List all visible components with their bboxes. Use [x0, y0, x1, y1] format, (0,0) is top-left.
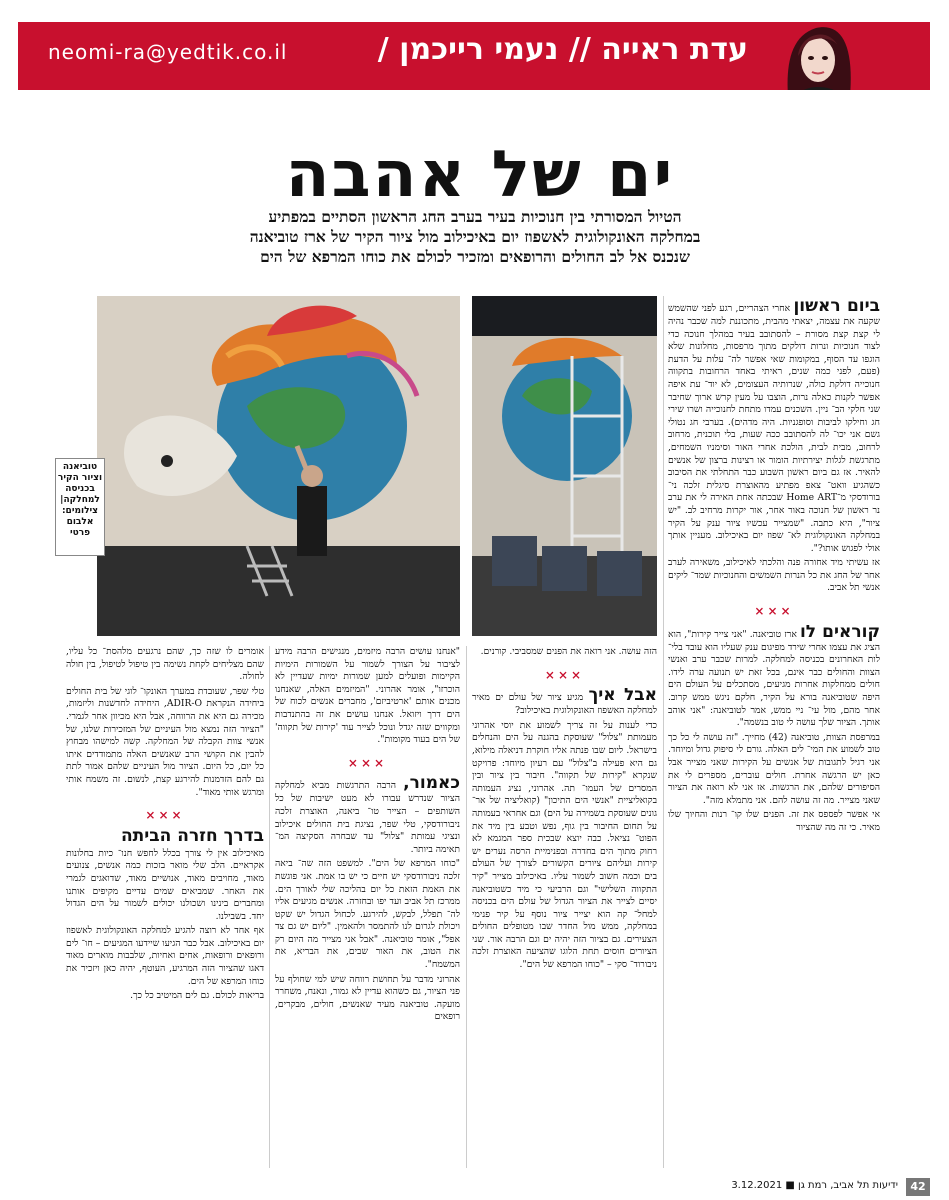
section-divider: ×××	[145, 808, 185, 823]
section-heading: קוראים לו	[799, 621, 880, 642]
paragraph: אף אחד לא רוצה להגיע למחלקה האונקולוגית לאשפוז יום באיכילוב. אבל כבר הגיעו שיידעו המגיעים – חו־ לים ורופאים ורופאות, אחים ואחיות, שלבבות מוארים מאוד דאגו שהציור הזה המרגיע, העוטף, יהיה כאן ויזכיר את כוחו המרפא של הים.	[66, 925, 264, 987]
section-divider: ×××	[347, 755, 388, 770]
paragraph	[275, 773, 460, 856]
paragraph-text: אחרי הצהריים, רגע לפני שהשמש שקעה את עצמה, יצאתי מהבית, מתכוננת למה שכבר נהיה לי קצת קצת מסורת – להסתובב בעיר במהלך חנוכה כדי לצוד חנוכיות ונרות דולקים מתוך מרפסות, מחלונות שלא הוגפו עד הסוף, במקומות שאי אפשר לה־ עלות על הדעת (פעם, לפני כמה שנים, ראיתי באחד הרחובות בתקווה חנוכייה דולקת כולה, שנרותיה העצומים, לא יוד־ עת איפה אפשר לקנות כאלה נרות, הוצבו על מעין קרש ארוך שחיבר שני חלקי הב־ ניין. השכנים עמדו מתחת לחנוכייה ושרו שירי חג וחילקו לביבות וסופגניות. היה מדהים). בערבי חג נטולי גשם אני יכו־ לה להסתובב ככה שעות, בלי תוכנית, מרחוב לרחוב, מבית לבית, הולכת אחרי האור וסימניו השמחים, מתרגשת לגלות יצירתיות הומור או רצינות ברצון של אנשים להאיר. אז גם ביום ראשון השבוע כבר התחלתי את הסיבוב כשהגיע וואט־ צאפ מפתיע מהאוצרת סיגלית זלכה ני־ בורודסקי מ־Home ART שבכתה אחת האירה לי את ערב נר ראשון של חנוכה באור אחר, אור יקרות מרחיב לב. "יש ציור", היא כתבה. "שמצייר עכשיו ציור ענק על הקיר במחלקה האונקולוגית לא־ שפוז יום באיכילוב. מעניין אותך אולי לפגוש אותו?".	[668, 303, 880, 554]
paragraph	[66, 826, 264, 846]
column-divider	[269, 646, 270, 1168]
paragraph: אז עשיתי מיד אחורה פנה והלכתי לאיכילוב, משאירה לערב אחר של החג את כל הנרות השמשים והחנוכיות שמד־ ליקים אנשי תל אביב.	[668, 557, 880, 594]
paragraph-text: ארז טוביאנה. "אני צייר קירות", הוא הציג את עצמו אחרי שירד מפיגום ענק שעליו הוא עובד בלי־ לות האחרונים בכניסה למחלקה. למרות שכבר ערב ואנשי הצוות והחולים כבר אינם, בכל זאת יש תנועה ערה לידו. חולים ממחלקות אחרות מגיעים, מסתכלים על העולם הים היפה שטוביאנה בורא על הקיר, חלקם ניגש ממש קרוב. אחר מהם, מול עי־ ניי ממש, אמר לטוביאנה: "אני אוהב אותך. הציור שלך עושה לי טוב בנשמה".	[668, 628, 880, 729]
section-divider: ×××	[754, 604, 794, 619]
paragraph: אהרוני מדבר על תחושת רווחה שיש למי שחולף על פני הציור, גם כשהוא עדיין לא גמור, ונאנח, משחרר מועקה. טוביאנה מעיד שאנשים, חולים, מבקרים, רופאים	[275, 973, 460, 1023]
article-column-1	[668, 296, 880, 1168]
paragraph-text: הרבה התרגשות מביא למחלקה הציור שנדרש עבורו לא מעט ישיבות של כל השותפים – הצייר טו־ ביאנה, האוצרת זלכה ניבורודסקי, טלי שפר, נציגת בית החולים איכילוב ונציגי עמותת "צלול" עד שבחרה הסקיצה המ־ תאימה ביותר.	[275, 780, 460, 855]
paragraph: כדי לענות על זה צריך לשמוע את יוסי אהרוני מעמותת "צלול" שעוסקת בהגנה על הים והנחלים בישראל. ליום שבו פנתה אליו חוקרת דניאלה מילוא, גם היא פעילה ב"צלול" עם רעיון מיוחד: פרויקט שנקרא "קירות של תקווה". חיבור בין ציור ובין המסרים של העמו־ תה. אהרוני, נציג העמותה בקואליציית "אנשי הים התיכון" (קואליציה של אר־ גונים שעוסקת בשמירה על הים) וגם אחראי בעמותה על תחום החיבור בין גוף, נפש וטבע בין מיד את הפוט־ נציאל. כבה יוצא שבכית ספר המגמא לא רחוק מתוך הים בחדרה ובפנימיית הרסה נערים יש קירות ועליהם ציורים הקשורים לצורך של העולם בים וכמה חשוב לשמור עליו. באיכילוב מצייר "קיר התקווה השלישי" וגם הרביעי כי מיד כשטוביאנה יסיים לצייר את הציור הגדול של עולם הים בכניסה למחל־ קה הוא יצייר ציור נוסף על קיר פנימי במחלקה, ממש מול החדר שבו מטופלים החולים הצעירים. גם בציור הזה יהיה ים וגם הרבה אור. שני הציורים חוסים תחת הלוגו שהציעה האוצרת זלכה ניבורוד־ סקי – "כוחו המרפא של הים".	[472, 719, 657, 971]
paragraph: מאיכילוב אין לי צורך בכלל לחפש חנו־ כיות בחלונות אקראיים. הלב שלי מואר בזכות כמה אנשים, צנועים מאוד, מחויבים מאוד, אנושיים מאוד, שדואגים לגמרי את האחר. שמביאים שמים עדיים מקיפים אותנו ומחברים בינינו ושכולנו יכולים לשמור על הים הגדול יחד. בשבילנו.	[66, 847, 264, 922]
mural-photo	[97, 296, 460, 636]
article-column-3	[275, 646, 460, 1168]
paragraph: הזה עושה. אני רואה את הפנים שמסביבי. קורנים.	[480, 646, 657, 657]
section-divider: ×××	[544, 667, 585, 682]
portrait-illustration-icon	[768, 22, 863, 90]
section-heading: אבל איך	[588, 685, 657, 706]
paragraph	[472, 685, 657, 718]
article-column-4	[66, 646, 264, 1168]
paragraph-text: מגיע ציור של עולם ים מאיר למחלקה האשפוז האונקולוגית באיכילוב?	[472, 692, 657, 717]
article-column-2	[472, 646, 657, 1168]
author-email[interactable]: neomi-ra@yedtik.co.il	[48, 40, 288, 64]
article-headline: ים של אהבה	[285, 138, 675, 212]
column-header-bar	[18, 22, 930, 90]
paragraph: אי אפשר לפספס את זה. הפנים שלו קו־ רנות והחיוך שלו מאיר. כי זה מה שהציור	[668, 809, 880, 833]
section-heading: ביום ראשון	[793, 296, 880, 316]
subhead-line: שנכנס אל לב החולים והרופאים ומזכיר לכולם את כוחו המרפא של הים	[260, 247, 690, 266]
publication-source: ידיעות תל אביב, רמת גן ■ 3.12.2021	[731, 1180, 898, 1191]
mural-photo-icon	[97, 296, 460, 636]
page-number: 42	[906, 1178, 930, 1196]
paragraph	[668, 296, 880, 555]
page-footer	[18, 1178, 930, 1196]
subhead-line: במחלקה האונקולוגית לאשפוז יום באיכילוב מול ציור הקיר של ארז טוביאנה	[249, 227, 701, 246]
photo-caption: טוביאנה וציור הקיר בכניסה למחלקה| צילומים: אלבום פרטי	[55, 458, 105, 556]
column-divider	[466, 646, 467, 1168]
article-subhead	[150, 207, 800, 267]
paragraph: "כוחו המרפא של הים". למשפט הזה שה־ ביאה זלכה ניבורודסקי יש חיים כי יש בו אמת. אני פוגשת את האמת הזאת כל יום בהליכה שלי לאורך הים. ממרכז תל אביב ועד יפו ובחזרה. אנשים מגיעים אליו לה־ תפלל, לבקש, להירגע. לכחול הגדול יש שקט ויכולת לגרום לנו להתמסר ולהאמין. "ליום יש גם צד אפל", אומר טוביאנה. "אבל אני מצייר מה היום רק את הטוב, את האור שבים, את הבריא, את המשמח".	[275, 858, 460, 971]
paragraph: טלי שפר, שעובדת במערך האונקו־ לוגי של בית החולים ביחידה הנקראת ADIR-O, היחידה לחדשנות וליזמות, מכירה גם היא את הרווחה, אבל היא מכיוון אחר לגמרי. "הציור הזה נמצא מול העיניים של המזכירות שלנו, של אנשי צוות הקבלה של המחלקה. קשה למישהו מבחוץ להבין את הקושי הרב שאנשים האלה מתמודדים איתו כל יום, כל היום. הציור מול העיניים שלהם אמור לתת גם להם הזדמנות להירגע קצת, לנשום. זה משמח אותי ומרגש אותי מאוד".	[66, 685, 264, 798]
paragraph: במרפסת הצוות, טוביאנה (42) מחייך. "זה עושה לי כל כך טוב לשמוע את המי־ לים האלה. גורם לי סיפוק גדול ומיוחד. אני רגיל לתגובות של אנשים על הקירות שאני מצייר אבל כאן יש הרגשה אחרת. חולים עוברים, מספרים לי את הסיפורים שלהם, את הרגשות. אז אני לא רואה את הציור שאני מצייר. מה זה עושה להם. אני מתמלא מזה".	[668, 731, 880, 806]
scaffold-photo	[472, 296, 657, 636]
section-heading: כאמור,	[403, 773, 460, 794]
paragraph	[668, 622, 880, 730]
paragraph: בריאות לכולם. גם לים המיטיב כל כך.	[130, 990, 264, 1002]
column-title: עדת ראייה // נעמי רייכמן /	[377, 32, 748, 67]
paragraph: אומרים לו שזה כך, שהם נרגעים מלהסת־ כל עליו, שהם מצליחים לקחת נשימה בין טיפול לטיפול, בין חולה לחולה.	[66, 646, 264, 683]
paragraph: "אנחנו עושים הרבה מיזמים, מנגישים הרבה מידע לציבור על הצורך לשמור על השמורות הימיות הקיימות ופועלים למען שמורות ימיות שעדיין לא הוכרזו", אומר אהרוני. "המיזמים האלה, שאנחנו מכנים אותם 'ארטיביזם', מחברים אנשים לכוח של הים דרך ויזואל. אנחנו עושים את זה בהתנדבות ומקווים שזה יגדל ונוכל לצייר עוד 'קירות של תקווה' של הים בעוד מקומות".	[275, 646, 460, 746]
section-heading: בדרך חזרה הביתה	[121, 825, 264, 846]
subhead-line: הטיול המסורתי בין חנוכיות בעיר בערב החג הראשון הסתיים במפתיע	[268, 207, 682, 226]
scaffold-photo-icon	[472, 296, 657, 636]
column-divider	[663, 296, 664, 1168]
